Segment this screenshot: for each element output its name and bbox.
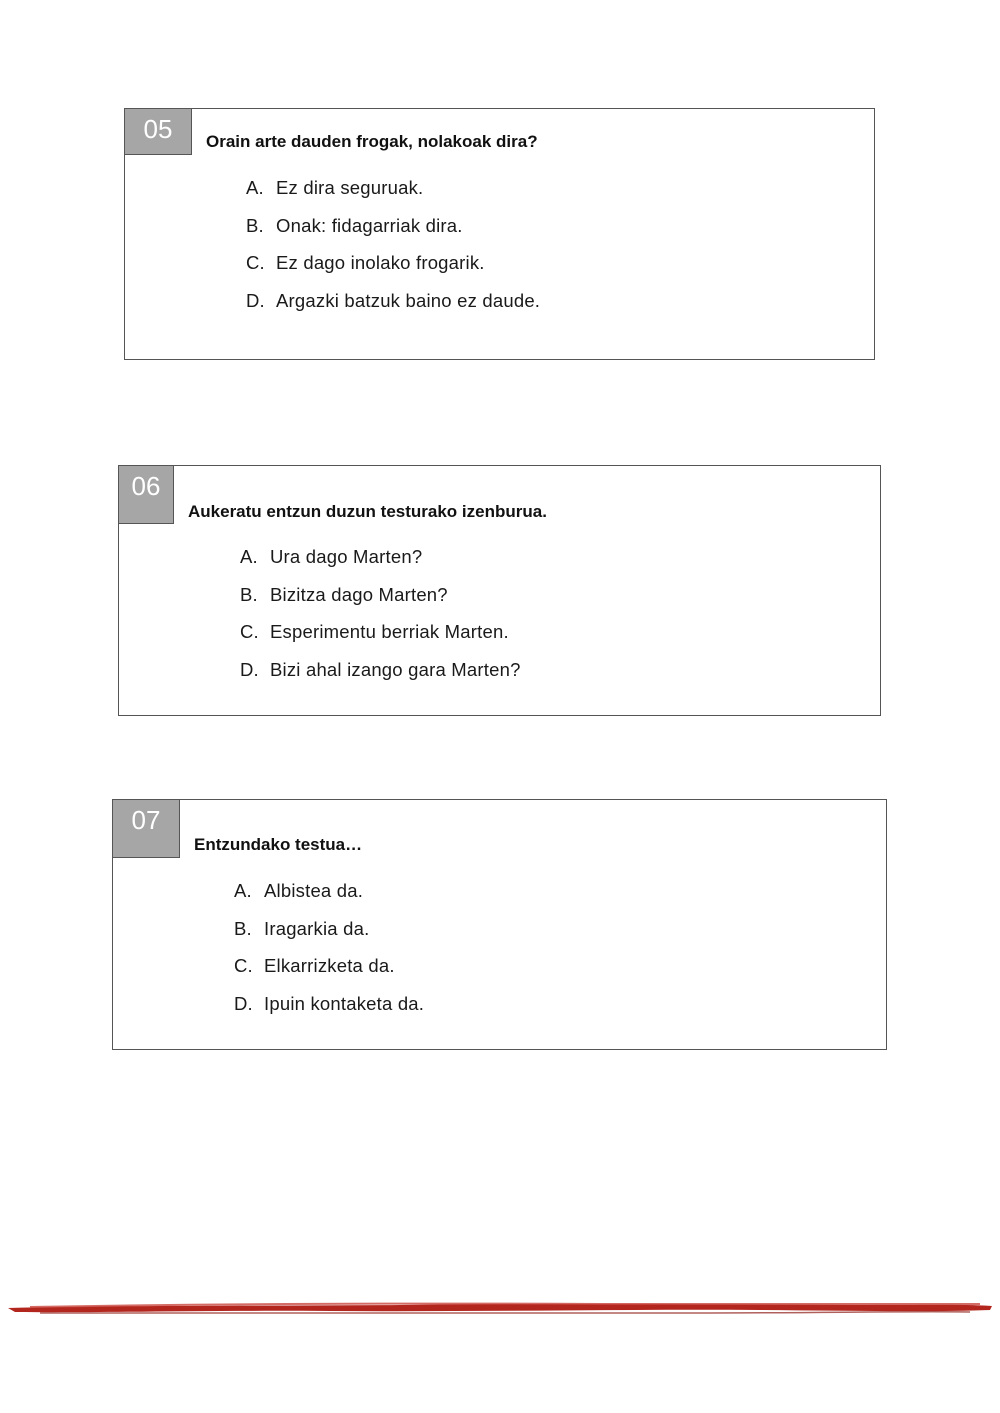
option-letter: C. — [234, 955, 253, 976]
option-letter: D. — [246, 289, 265, 311]
option-letter: B. — [246, 214, 264, 236]
answer-option-c[interactable] — [246, 252, 540, 290]
question-number: 05 — [125, 109, 192, 155]
answer-options — [234, 880, 424, 1030]
red-brush-stroke-divider — [0, 1290, 1000, 1330]
option-text: Ura dago Marten? — [270, 546, 423, 567]
answer-options — [240, 546, 521, 696]
option-letter: A. — [246, 177, 264, 198]
answer-option-b[interactable] — [240, 584, 521, 622]
option-letter: C. — [240, 621, 259, 642]
option-text: Esperimentu berriak Marten. — [270, 621, 509, 642]
answer-options — [246, 177, 540, 327]
answer-option-c[interactable] — [240, 621, 521, 659]
answer-option-a[interactable] — [246, 177, 540, 215]
answer-option-b[interactable] — [234, 918, 424, 956]
option-letter: A. — [234, 880, 252, 901]
option-text: Iragarkia da. — [264, 917, 370, 939]
answer-option-d[interactable] — [246, 290, 540, 328]
question-prompt: Entzundako testua… — [194, 835, 363, 854]
option-letter: A. — [240, 546, 258, 567]
option-text: Ez dira seguruak. — [276, 177, 424, 198]
option-letter: D. — [234, 992, 253, 1014]
option-text: Bizi ahal izango gara Marten? — [270, 658, 521, 680]
option-text: Onak: fidagarriak dira. — [276, 214, 463, 236]
question-card-07 — [112, 799, 887, 1050]
brush-stroke-fiber — [40, 1312, 970, 1314]
option-letter: B. — [234, 917, 252, 939]
option-text: Ez dago inolako frogarik. — [276, 252, 485, 273]
answer-option-c[interactable] — [234, 955, 424, 993]
option-text: Ipuin kontaketa da. — [264, 992, 425, 1014]
question-prompt: Aukeratu entzun duzun testurako izenburua. — [188, 502, 547, 521]
answer-option-d[interactable] — [234, 993, 424, 1031]
option-letter: D. — [240, 658, 259, 680]
question-prompt: Orain arte dauden frogak, nolakoak dira? — [206, 132, 538, 151]
option-text: Elkarrizketa da. — [264, 955, 395, 976]
answer-option-a[interactable] — [240, 546, 521, 584]
question-number: 07 — [113, 800, 180, 858]
answer-option-a[interactable] — [234, 880, 424, 918]
option-text: Argazki batzuk baino ez daude. — [276, 289, 541, 311]
option-letter: B. — [240, 583, 258, 605]
option-text: Bizitza dago Marten? — [270, 583, 448, 605]
option-letter: C. — [246, 252, 265, 273]
question-number: 06 — [119, 466, 174, 524]
answer-option-d[interactable] — [240, 659, 521, 697]
question-card-05 — [124, 108, 875, 360]
question-card-06 — [118, 465, 881, 716]
answer-option-b[interactable] — [246, 215, 540, 253]
option-text: Albistea da. — [264, 880, 364, 901]
